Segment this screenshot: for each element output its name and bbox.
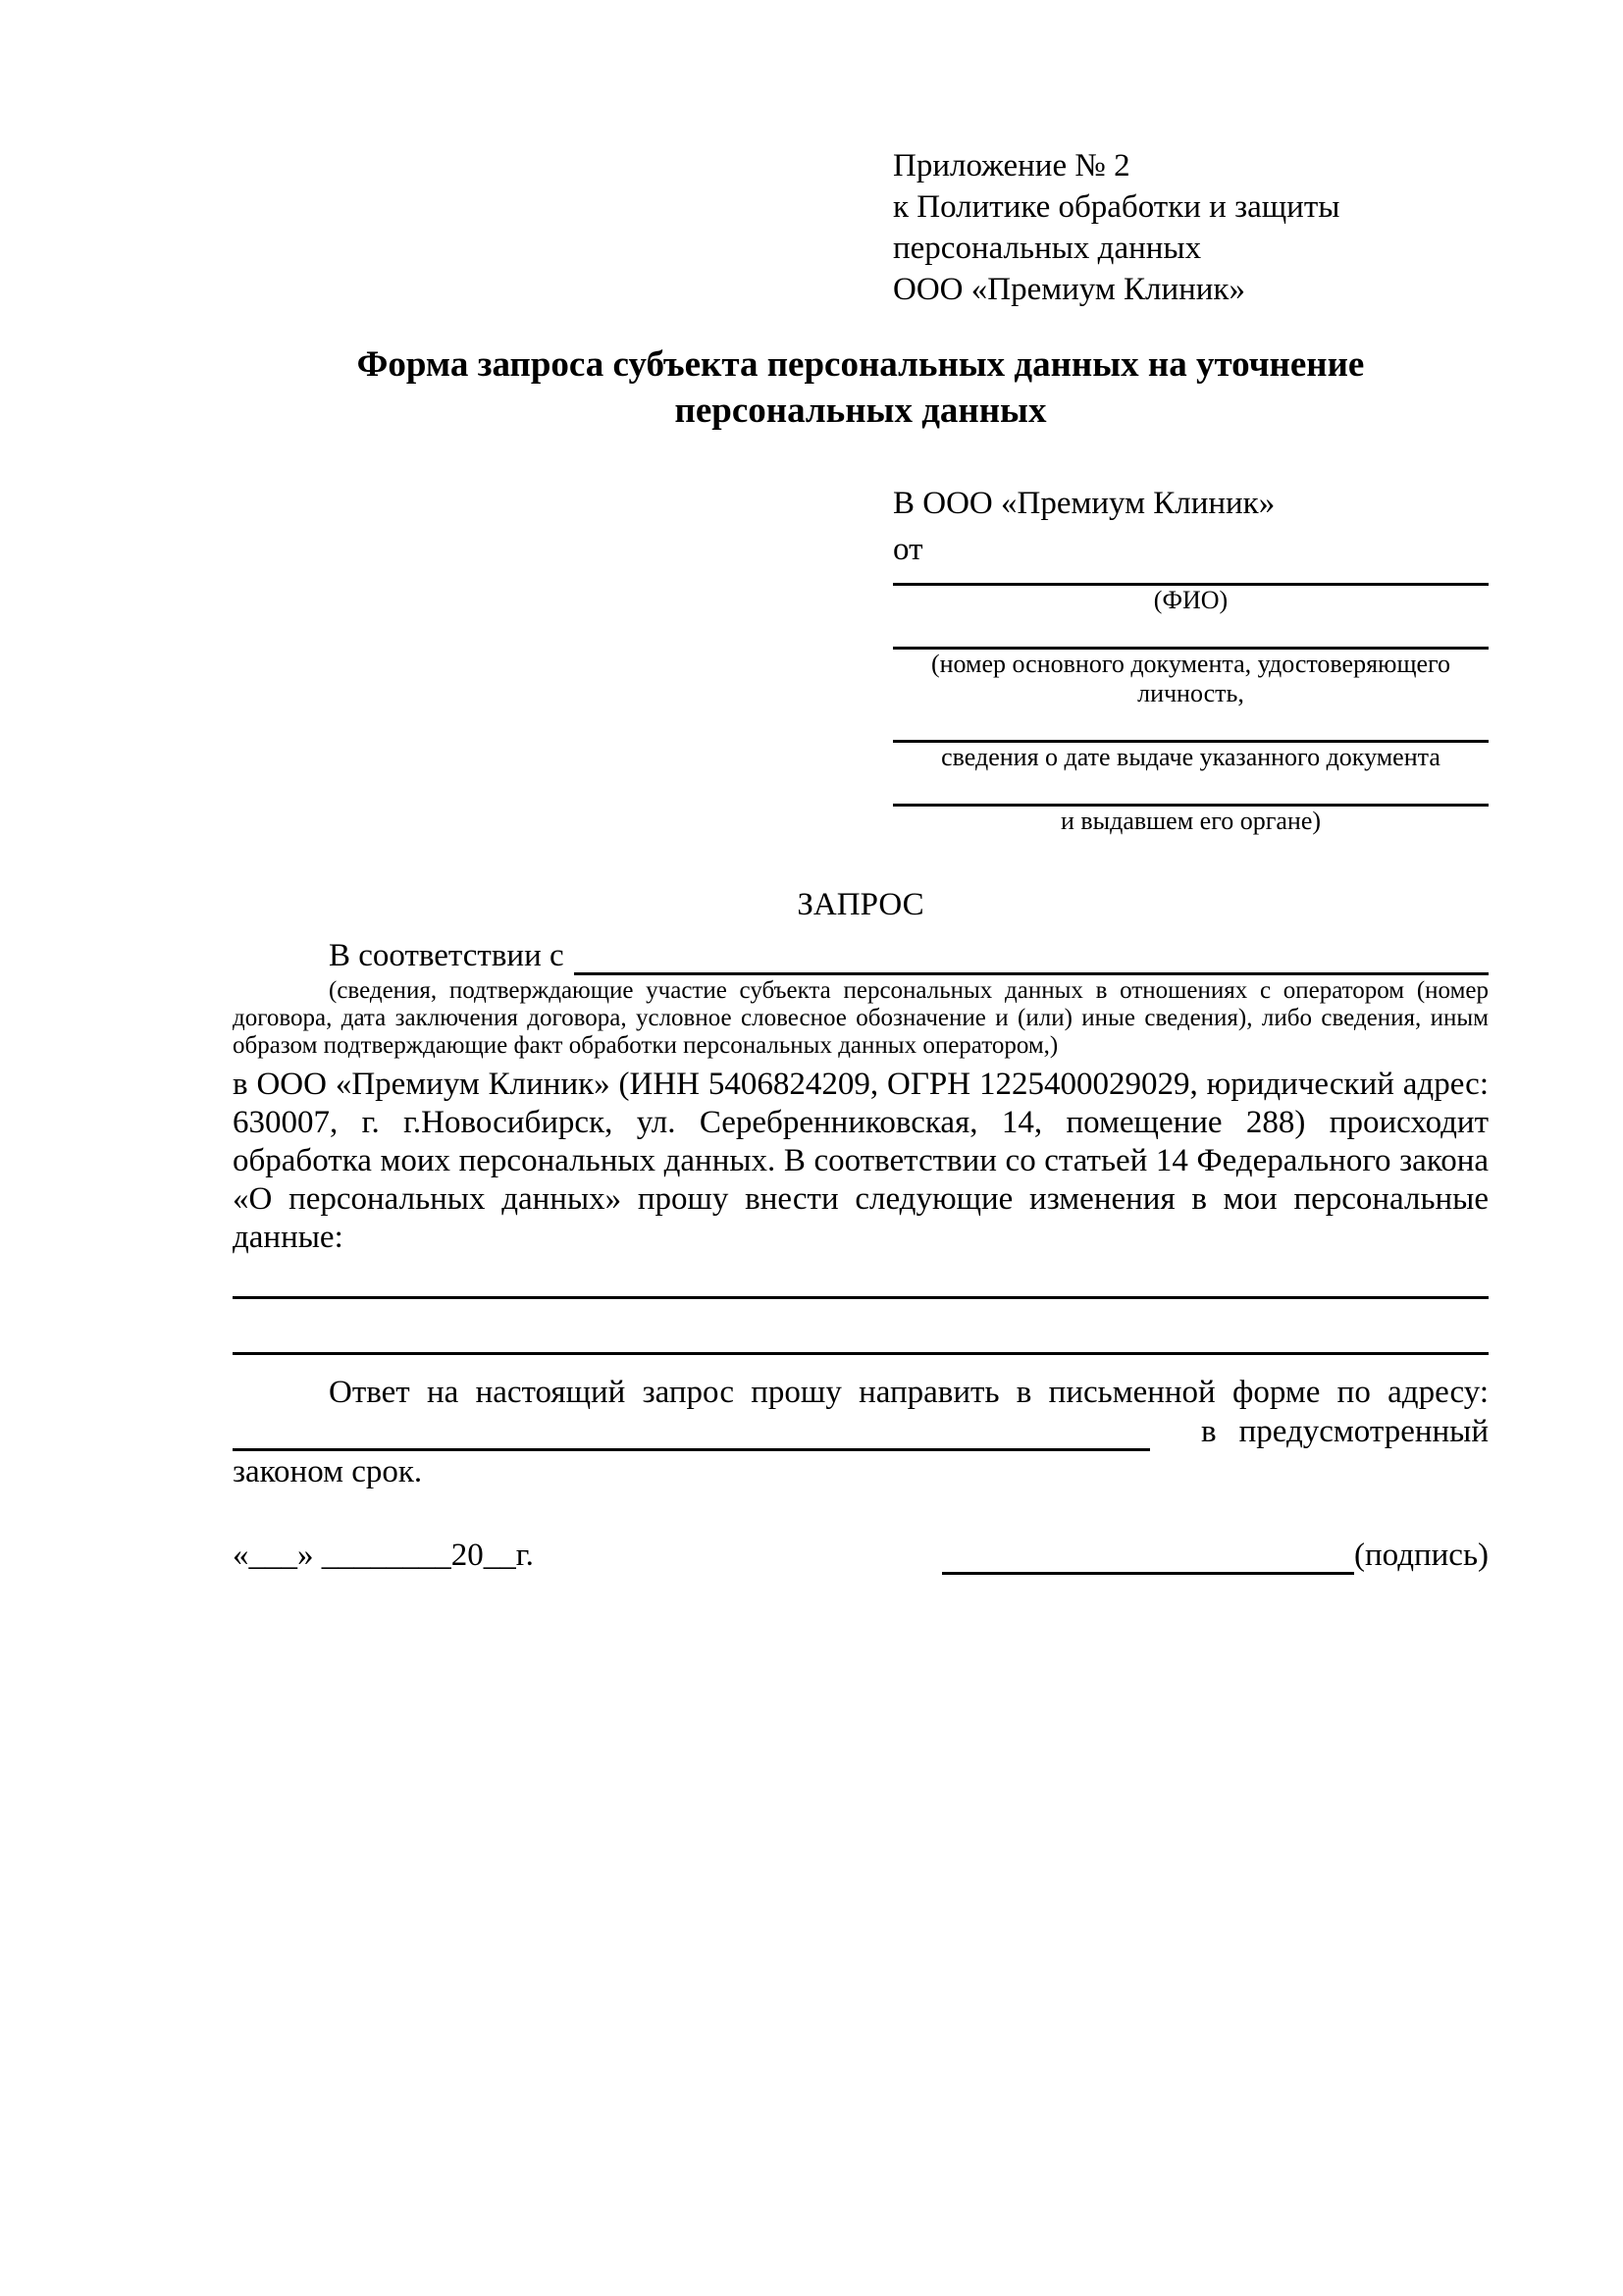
signature-input-line[interactable] — [942, 1539, 1354, 1575]
footer-row — [233, 1536, 1489, 1575]
basis-input-line[interactable] — [574, 939, 1489, 975]
appendix-line: ООО «Премиум Клиник» — [893, 272, 1245, 307]
fio-caption: (ФИО) — [1153, 586, 1229, 614]
document-title: Форма запроса субъекта персональных данных на уточнение персональных данных — [356, 344, 1365, 431]
changes-input-line-1[interactable] — [233, 1296, 1489, 1299]
appendix-line: персональных данных — [893, 231, 1202, 266]
address-row — [233, 1412, 1489, 1451]
issuer-caption: и выдавшем его органе) — [1060, 807, 1322, 835]
appendix-block — [893, 145, 1489, 310]
request-heading: ЗАПРОС — [797, 887, 924, 922]
issue-date-caption: сведения о дате выдаче указанного документа — [941, 743, 1440, 771]
reply-word: предусмотренный — [1238, 1414, 1489, 1449]
basis-label: В соответствии с — [329, 938, 564, 973]
request-body-paragraph: в ООО «Премиум Клиник» (ИНН 5406824209, ОГРН 1225400029029, юридический адрес: 630007, г. г.Новосибирск, ул. Серебренниковская, 14, помещение 288) происходит обработка моих персональных данных. В соответствии со статьей 14 Федерального закона «О персональных данных» прошу внести следующие изменения в мои персональные данные: — [233, 1067, 1489, 1255]
address-input-line[interactable] — [233, 1415, 1150, 1451]
appendix-line: Приложение № 2 — [893, 148, 1130, 183]
reply-word: в — [1201, 1414, 1217, 1449]
changes-input-line-2[interactable] — [233, 1352, 1489, 1355]
from-label: от — [893, 532, 923, 567]
recipient-organization: В ООО «Премиум Клиник» — [893, 486, 1276, 521]
signature-group — [942, 1536, 1489, 1575]
date-field[interactable]: «___» ________20__г. — [233, 1538, 534, 1573]
basis-footnote: (сведения, подтверждающие участие субъекта персональных данных в отношениях с оператором (номер договора, дата заключения договора, условное словесное обозначение и (или) иные сведения), либо сведения, иным образом подтверждающие факт обработки персональных данных оператором,) — [233, 977, 1489, 1059]
identity-fields — [893, 583, 1489, 836]
signature-caption: (подпись) — [1354, 1538, 1489, 1573]
reply-instruction: Ответ на настоящий запрос прошу направить в письменной форме по адресу: — [329, 1375, 1489, 1410]
document-number-caption: (номер основного документа, удостоверяющего личность, — [930, 650, 1451, 707]
reply-instruction-end: законом срок. — [233, 1454, 423, 1489]
appendix-line: к Политике обработки и защиты — [893, 189, 1340, 225]
recipient-block — [893, 481, 1489, 573]
basis-row — [233, 936, 1489, 975]
